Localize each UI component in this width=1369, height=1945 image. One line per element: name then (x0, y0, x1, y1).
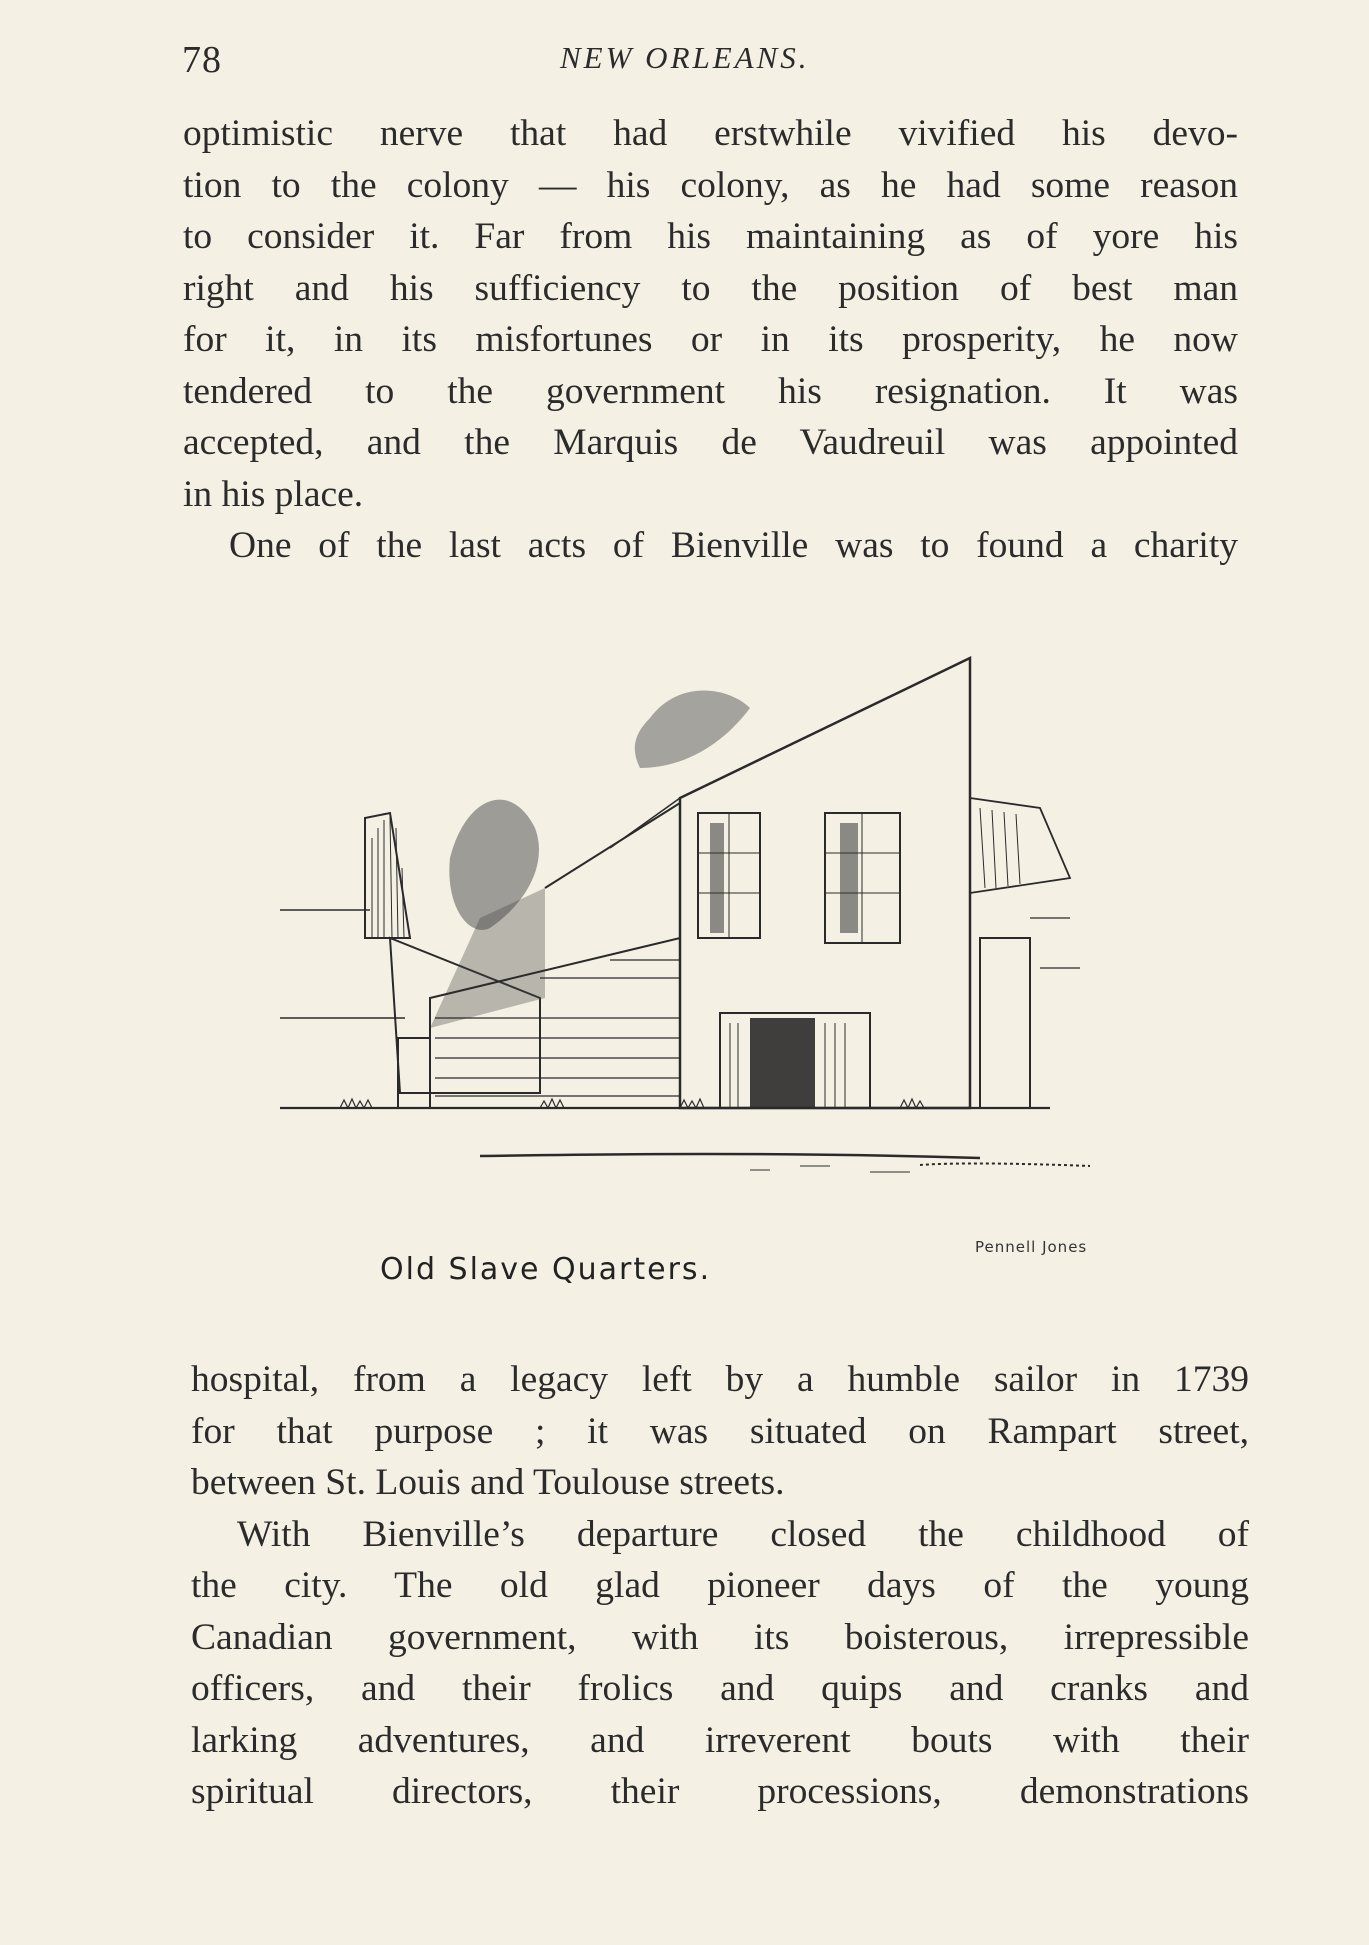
text-line: between St. Louis and Toulouse streets. (191, 1462, 785, 1503)
text-line: hospital, from a legacy left by a humble sailor in 1739 (191, 1359, 1249, 1400)
running-head: NEW ORLEANS. (560, 40, 810, 75)
text-line: officers, and their frolics and quips and cranks and (191, 1668, 1249, 1709)
page-number: 78 (182, 39, 222, 81)
text-line: for it, in its misfortunes or in its prosperity, he now (183, 319, 1238, 360)
text-line: tendered to the government his resignation. It was (183, 370, 1238, 412)
old-slave-quarters-illustration (280, 638, 1160, 1298)
text-line: accepted, and the Marquis de Vaudreuil was appointed (183, 422, 1238, 463)
text-line: tion to the colony — his colony, as he had some reason (183, 164, 1238, 206)
text-line: larking adventures, and irreverent bouts with their (191, 1719, 1249, 1761)
paragraph-start-line: One of the last acts of Bienville was to found a charity (229, 525, 1238, 566)
illustration-caption: Old Slave Quarters. (380, 1252, 712, 1287)
text-line: the city. The old glad pioneer days of the young (191, 1565, 1249, 1606)
text-line: optimistic nerve that had erstwhile vivified his devo- (183, 113, 1238, 154)
text-line: right and his sufficiency to the position of best man (183, 267, 1238, 309)
text-line: Canadian government, with its boisterous, irrepressible (191, 1616, 1249, 1658)
text-line: to consider it. Far from his maintaining as of yore his (183, 216, 1238, 257)
paragraph-start-line: With Bienville’s departure closed the childhood of (237, 1513, 1249, 1555)
body-text-bottom (191, 1354, 1249, 1818)
body-text-top (183, 108, 1238, 572)
text-line: spiritual directors, their processions, demonstrations (191, 1771, 1249, 1812)
text-line: in his place. (183, 473, 364, 515)
text-line: for that purpose ; it was situated on Rampart street, (191, 1410, 1249, 1452)
artist-signature: Pennell Jones (975, 1238, 1088, 1256)
